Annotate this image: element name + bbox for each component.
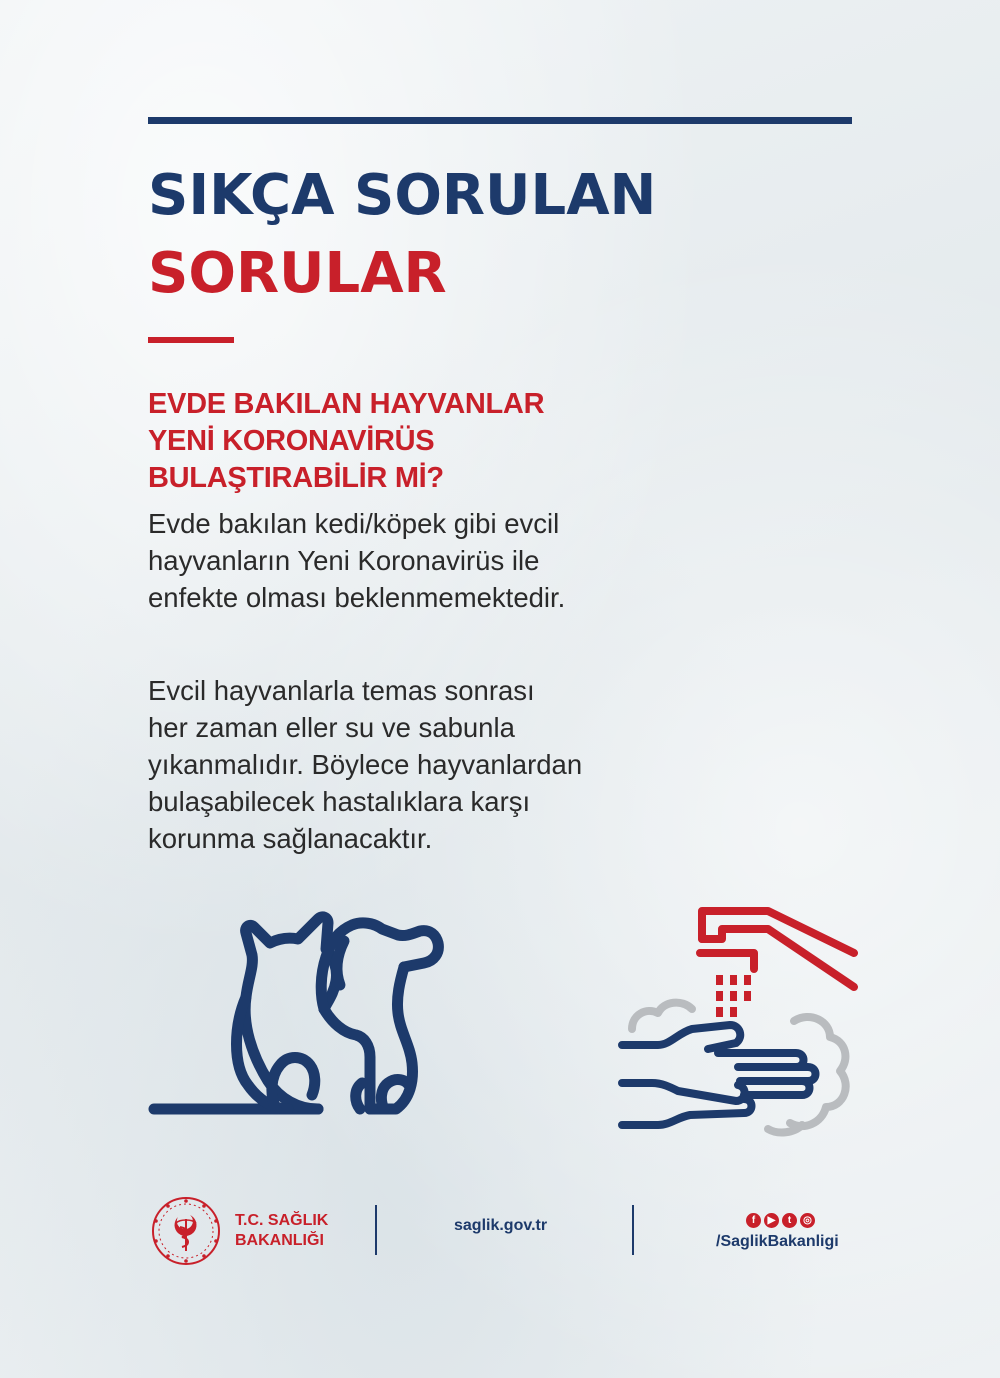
answer-line: yıkanmalıdır. Böylece hayvanlardan xyxy=(148,749,583,780)
website-link[interactable]: saglik.gov.tr xyxy=(454,1217,548,1234)
youtube-icon[interactable]: ▶ xyxy=(764,1213,779,1228)
answer-line: enfekte olması beklenmemektedir. xyxy=(148,582,566,613)
social-handle[interactable]: /SaglikBakanligi xyxy=(716,1233,839,1250)
instagram-icon[interactable]: ◎ xyxy=(800,1213,815,1228)
question-line: YENİ KORONAVİRÜS xyxy=(148,425,435,457)
top-divider-rule xyxy=(148,117,852,124)
ministry-name xyxy=(235,1211,328,1251)
answer-line: Evde bakılan kedi/köpek gibi evcil xyxy=(148,508,560,539)
footer-divider xyxy=(375,1205,377,1255)
accent-rule xyxy=(148,337,234,343)
ministry-name-line-1: T.C. SAĞLIK xyxy=(235,1212,329,1229)
footer xyxy=(0,1195,1000,1275)
answer-line: Evcil hayvanlarla temas sonrası xyxy=(148,675,535,706)
facebook-icon[interactable]: f xyxy=(746,1213,761,1228)
answer-paragraph-2 xyxy=(148,672,708,857)
page-title-line-2: SORULAR xyxy=(148,241,447,306)
ministry-name-line-2: BAKANLIĞI xyxy=(235,1232,324,1249)
question-heading xyxy=(148,386,668,497)
page-title-line-1: SIKÇA SORULAN xyxy=(148,163,657,228)
answer-line: bulaşabilecek hastalıklara karşı xyxy=(148,786,531,817)
twitter-icon[interactable]: t xyxy=(782,1213,797,1228)
answer-line: hayvanların Yeni Koronavirüs ile xyxy=(148,545,540,576)
question-line: BULAŞTIRABİLİR Mİ? xyxy=(148,462,444,494)
social-icons xyxy=(746,1213,815,1228)
cat-and-dog-icon xyxy=(148,905,493,1115)
answer-line: her zaman eller su ve sabunla xyxy=(148,712,515,743)
footer-divider xyxy=(632,1205,634,1255)
answer-line: korunma sağlanacaktır. xyxy=(148,823,433,854)
ministry-emblem-logo xyxy=(150,1195,222,1267)
question-line: EVDE BAKILAN HAYVANLAR xyxy=(148,388,545,420)
hand-washing-icon xyxy=(618,903,863,1143)
answer-paragraph-1 xyxy=(148,505,708,616)
